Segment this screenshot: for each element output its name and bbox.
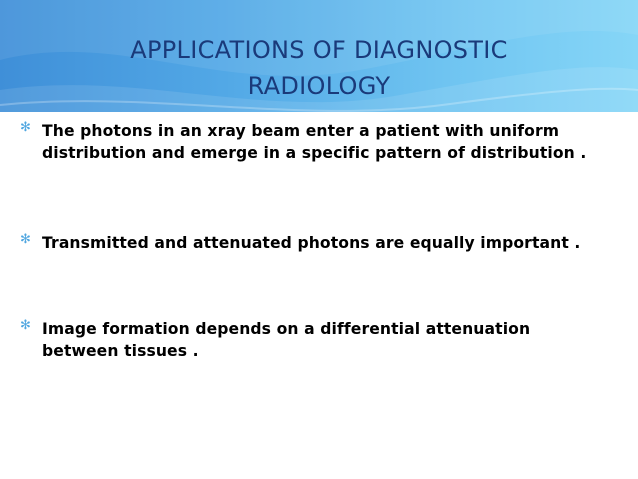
slide-title-line-2: RADIOLOGY — [247, 72, 391, 100]
asterisk-icon: ✻ — [20, 318, 31, 333]
slide-title-line-1: APPLICATIONS OF DIAGNOSTIC — [130, 36, 508, 64]
bullet-text: The photons in an xray beam enter a patient with uniform distribution and emerge in a specific pattern of distribution . — [42, 122, 587, 162]
header-band — [0, 0, 638, 112]
bullet-text: Transmitted and attenuated photons are equally important . — [42, 234, 581, 252]
slide-title — [0, 32, 638, 104]
bullet-text: Image formation depends on a differential attenuation between tissues . — [42, 320, 531, 360]
bullet-item — [20, 120, 610, 164]
bullet-item — [20, 318, 610, 362]
asterisk-icon: ✻ — [20, 120, 31, 135]
bullet-item — [20, 232, 580, 254]
asterisk-icon: ✻ — [20, 232, 31, 247]
